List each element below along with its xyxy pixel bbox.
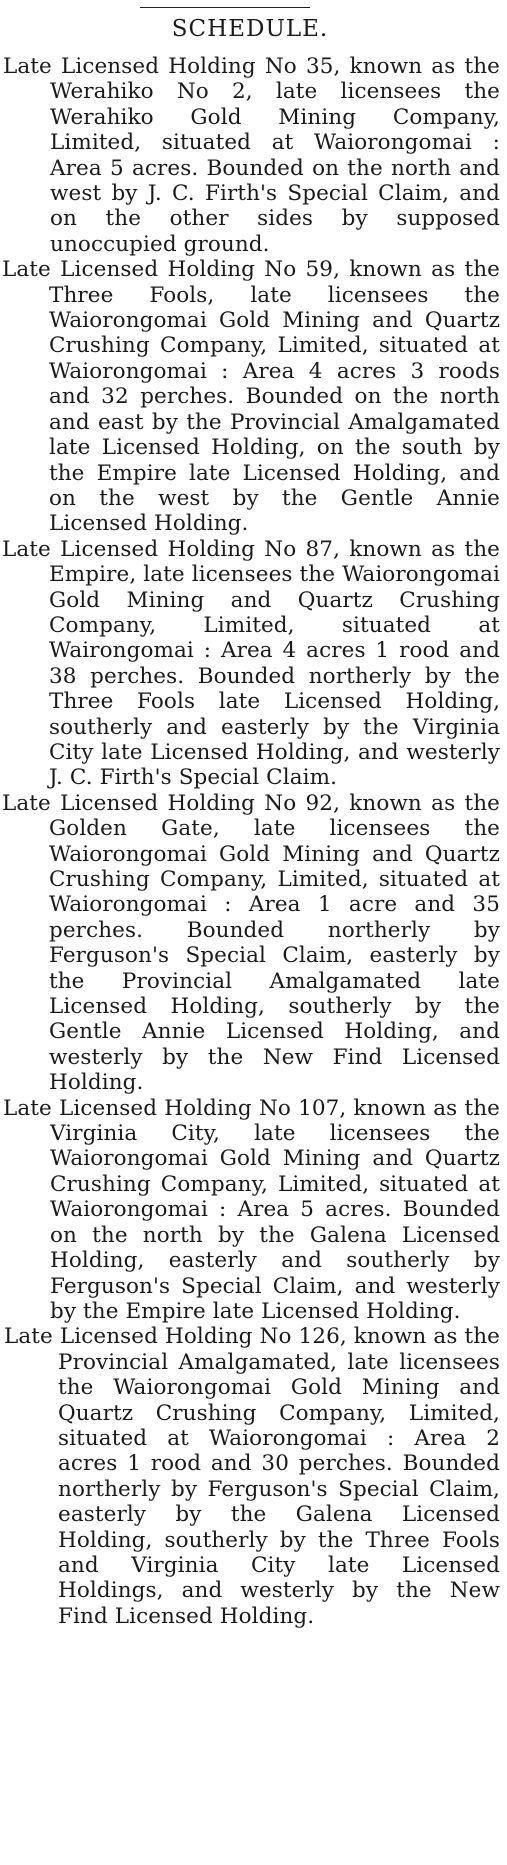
entry-holding-126: Late Licensed Holding No 126, known as the Provincial Amalgamated, late licensees the Waiorongomai Gold Mining and Quartz Crushing Company, Limited, situated at Waiorongomai : Area 2 acres 1 rood and 30 perches. Bounded northerly by Ferguson's Special Claim, easterly by the Galena Licensed Holding, southerly by the Three Fools and Virginia City late Licensed Holdings, and westerly by the New Find Licensed Holding. [4,1324,500,1629]
schedule-entries [0,54,500,1629]
schedule-heading: SCHEDULE. [171,16,329,42]
entry-holding-107: Late Licensed Holding No 107, known as the Virginia City, late licensees the Waiorongomai Gold Mining and Quartz Crushing Company, Limited, situated at Waiorongomai : Area 5 acres. Bounded on the north by the Galena Licensed Holding, easterly and southerly by Ferguson's Special Claim, and westerly by the Empire late Licensed Holding. [3,1095,500,1324]
entry-holding-92: Late Licensed Holding No 92, known as the Golden Gate, late licensees the Waiorongomai Gold Mining and Quartz Crushing Company, Limited, situated at Waiorongomai : Area 1 acre and 35 perches. Bounded northerly by Ferguson's Special Claim, easterly by the Provincial Amalgamated late Licensed Holding, southerly by the Gentle Annie Licensed Holding, and westerly by the New Find Licensed Holding. [2,790,500,1096]
entry-holding-59: Late Licensed Holding No 59, known as the Three Fools, late licensees the Waiorongomai Gold Mining and Quartz Crushing Company, Limited, situated at Waiorongomai : Area 4 acres 3 roods and 32 perches. Bounded on the north and east by the Provincial Amalgamated late Licensed Holding, on the south by the Empire late Licensed Holding, and on the west by the Gentle Annie Licensed Holding. [2,257,500,537]
entry-holding-35: Late Licensed Holding No 35, known as the Werahiko No 2, late licensees the Werahiko Gold Mining Company, Limited, situated at Waiorongomai : Area 5 acres. Bounded on the north and west by J. C. Firth's Special Claim, and on the other sides by supposed unoccupied ground. [3,54,500,257]
heading-rule [140,7,310,8]
entry-holding-87: Late Licensed Holding No 87, known as the Empire, late licensees the Waiorongomai Gold Mining and Quartz Crushing Company, Limited, situated at Wairongomai : Area 4 acres 1 rood and 38 perches. Bounded northerly by the Three Fools late Licensed Holding, southerly and easterly by the Virginia City late Licensed Holding, and westerly J. C. Firth's Special Claim. [2,536,500,791]
